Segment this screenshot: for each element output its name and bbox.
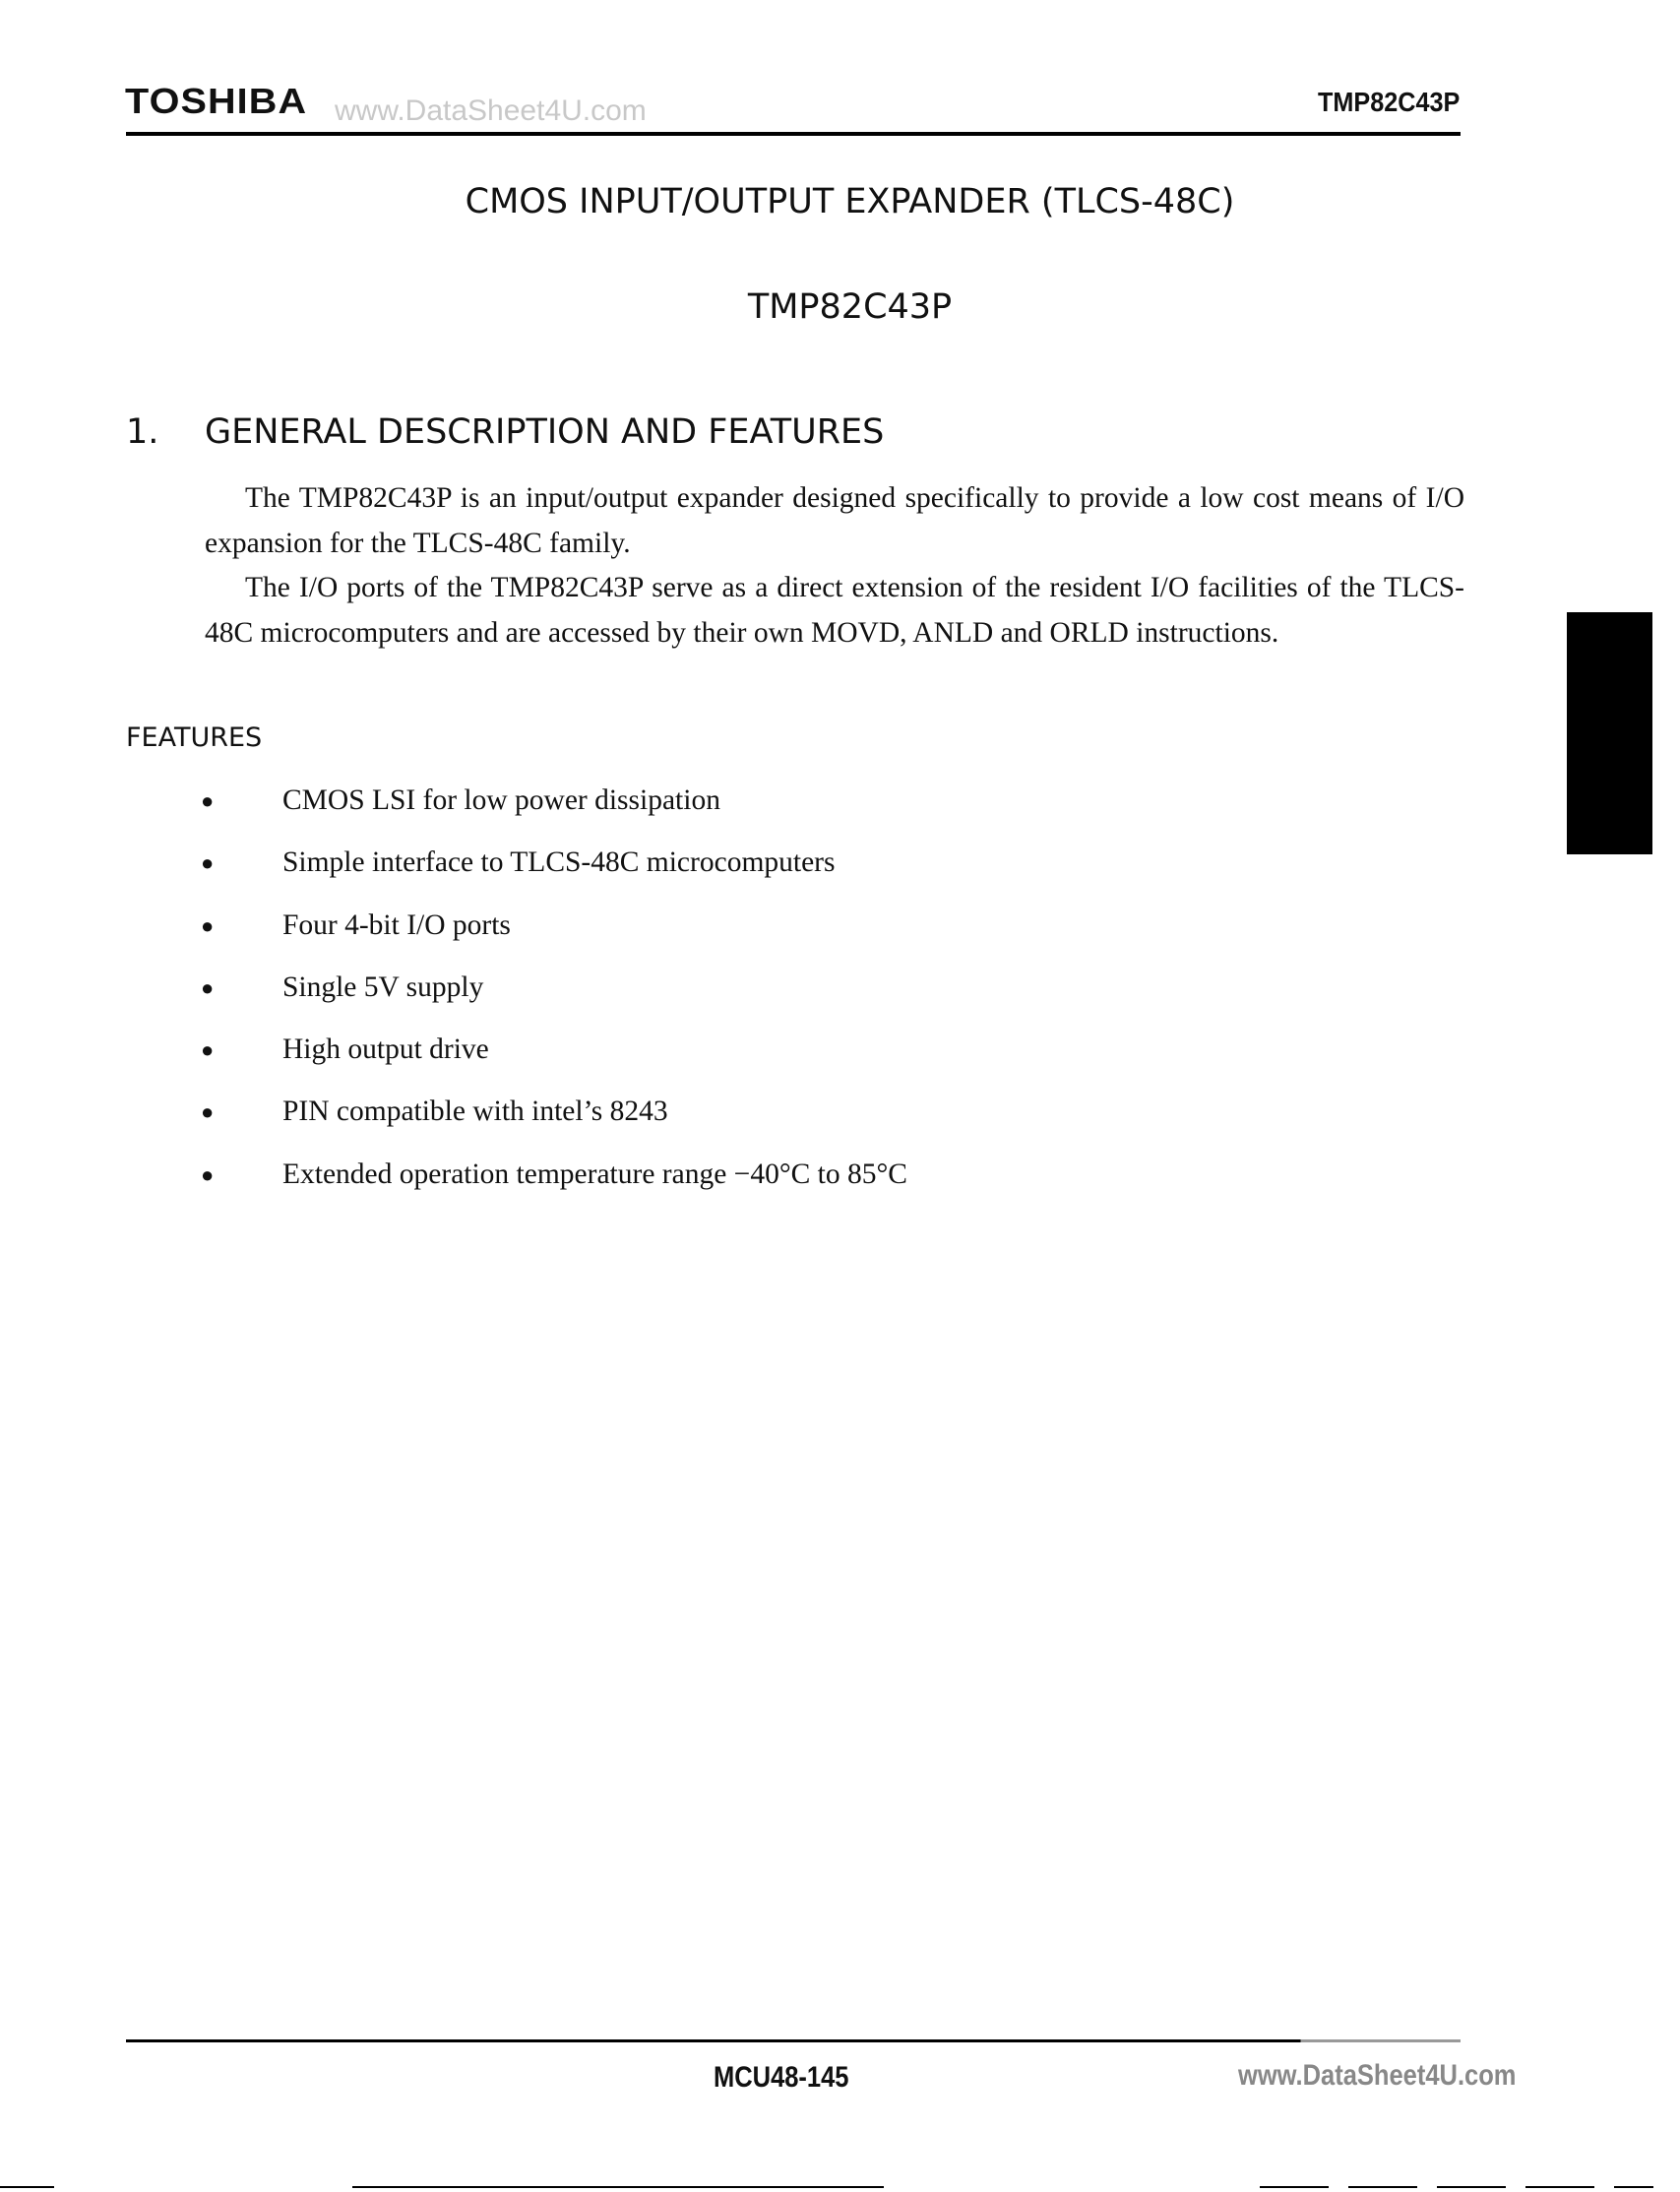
bullet-icon: ● <box>201 788 215 813</box>
document-title: CMOS INPUT/OUTPUT EXPANDER (TLCS-48C) <box>465 182 1235 221</box>
section-number: 1. <box>126 412 159 452</box>
description <box>205 476 1464 656</box>
watermark-header: www.DataSheet4U.com <box>335 94 647 127</box>
description-paragraph: The I/O ports of the TMP82C43P serve as a direct extension of the resident I/O facilities of the TLCS-48C microcomputers and are accessed by their own MOVD, ANLD and ORLD instructions. <box>205 572 1464 649</box>
bullet-icon: ● <box>201 1162 215 1187</box>
feature-item: CMOS LSI for low power dissipation <box>282 784 720 816</box>
section-tab-marker <box>1567 612 1652 854</box>
feature-item: Extended operation temperature range −40°C to 85°C <box>282 1159 907 1190</box>
footer-rule <box>126 2039 1461 2042</box>
scan-artifact-line <box>1260 2186 1653 2188</box>
description-paragraph: The TMP82C43P is an input/output expander designed specifically to provide a low cost means of I/O expansion for the TLCS-48C family. <box>205 482 1464 559</box>
feature-item: PIN compatible with intel’s 8243 <box>282 1096 668 1127</box>
page-number: MCU48-145 <box>714 2061 849 2094</box>
section-heading: GENERAL DESCRIPTION AND FEATURES <box>205 412 885 452</box>
bullet-icon: ● <box>201 1037 215 1062</box>
bullet-icon: ● <box>201 1099 215 1124</box>
bullet-icon: ● <box>201 850 215 875</box>
feature-item: Four 4-bit I/O ports <box>282 909 511 941</box>
document-subtitle: TMP82C43P <box>747 287 953 327</box>
features-label: FEATURES <box>126 722 263 753</box>
feature-item: High output drive <box>282 1033 489 1065</box>
bullet-icon: ● <box>201 975 215 1000</box>
feature-item: Single 5V supply <box>282 971 484 1003</box>
header-rule <box>126 132 1461 136</box>
bullet-icon: ● <box>201 913 215 938</box>
watermark-footer: www.DataSheet4U.com <box>1238 2059 1517 2092</box>
header-part-number: TMP82C43P <box>1317 87 1460 117</box>
toshiba-logo: TOSHIBA <box>125 81 308 121</box>
feature-item: Simple interface to TLCS-48C microcomputers <box>282 846 836 878</box>
scan-artifact-line <box>0 2186 54 2188</box>
scan-artifact-line <box>352 2186 884 2188</box>
